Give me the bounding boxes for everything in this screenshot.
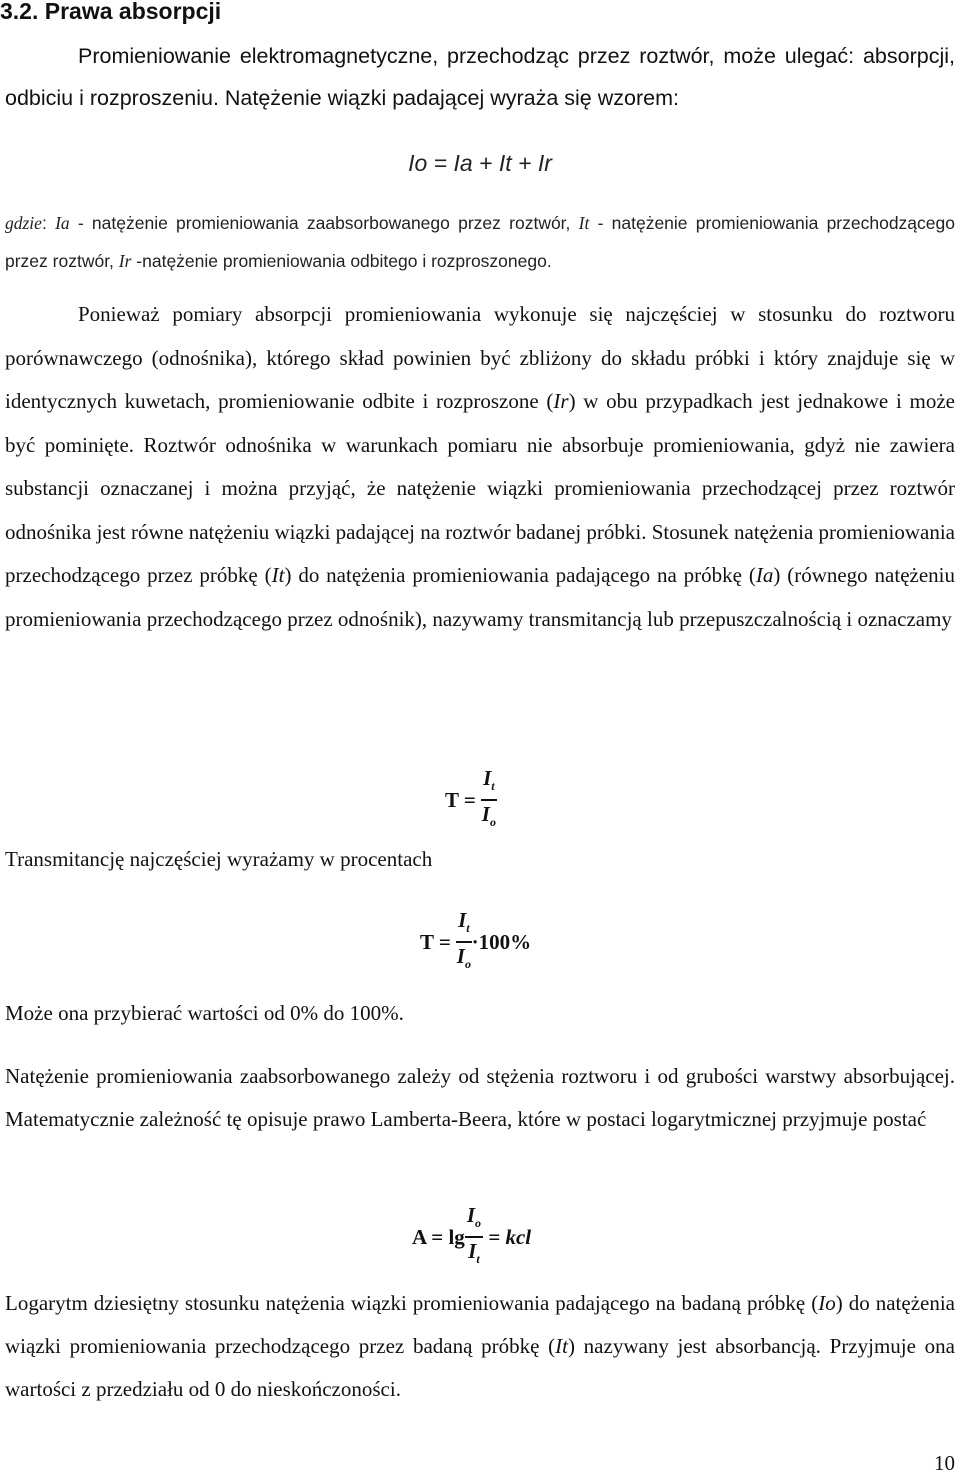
ir-symbol: Ir bbox=[118, 251, 132, 271]
formula-t-num-sub: t bbox=[491, 779, 495, 794]
formula-t-num: I bbox=[483, 766, 492, 790]
formula-t-den-sub: o bbox=[489, 815, 496, 830]
formula-tp-num: I bbox=[458, 908, 467, 932]
gdzie-label: gdzie bbox=[5, 213, 42, 233]
formula-t-fraction bbox=[481, 765, 497, 835]
para2-it-symbol: It bbox=[271, 563, 285, 587]
ia-symbol: Ia bbox=[55, 213, 70, 233]
formula-a-num-sub: o bbox=[475, 1216, 481, 1231]
gdzie-colon: : bbox=[41, 213, 56, 233]
lambert-beer-paragraph: Natężenie promieniowania zaabsorbowanego zależy od stężenia roztworu i od grubości warstwy absorbującej. Matematycznie zależność tę opisuje prawo Lamberta-Beera, które w postaci logarytmicznej przyjmuje postać bbox=[5, 1064, 955, 1131]
para4-text-2: ) do natężenia wiązki promieniowania przechodzącego przez badaną próbkę ( bbox=[5, 1291, 955, 1358]
definitions-paragraph bbox=[5, 204, 955, 280]
formula-t-lhs: T = bbox=[445, 787, 476, 812]
formula-a-den-sub: t bbox=[476, 1252, 480, 1267]
formula-tp-den: I bbox=[456, 944, 465, 969]
para2-ia-symbol: Ia bbox=[755, 563, 774, 587]
range-text: Może ona przybierać wartości od 0% do 100%. bbox=[5, 1001, 404, 1025]
absorbance-paragraph bbox=[5, 1282, 955, 1411]
formula-a-rhs: = kcl bbox=[488, 1224, 532, 1249]
para2-text-3: ) do natężenia promieniowania padającego na próbkę ( bbox=[284, 563, 756, 587]
transmittance-percent-text: Transmitancję najczęściej wyrażamy w procentach bbox=[5, 847, 433, 871]
para4-text-1: Logarytm dziesiętny stosunku natężenia wiązki promieniowania padającego na badaną próbkę ( bbox=[5, 1291, 819, 1315]
page-number: 10 bbox=[934, 1451, 955, 1475]
para4-text-3: ) nazywany jest absorbancją. Przyjmuje ona wartości z przedziału od 0 do nieskończoności. bbox=[5, 1334, 955, 1401]
formula-tp-fraction bbox=[456, 907, 472, 977]
absorbance-formula bbox=[412, 1202, 531, 1272]
formula-a-fraction bbox=[465, 1202, 483, 1272]
formula-t-den: I bbox=[481, 802, 490, 827]
intro-paragraph: Promieniowanie elektromagnetyczne, przechodząc przez roztwór, może ulegać: absorpcji, odbiciu i rozproszeniu. Natężenie wiązki padającej wyraża się wzorem: bbox=[5, 44, 955, 110]
transmittance-formula bbox=[445, 765, 497, 835]
para2-text-2: ) w obu przypadkach jest jednakowe i może być pominięte. Roztwór odnośnika w warunkach pomiaru nie absorbuje promieniowania, gdyż nie zawiera substancji oznaczanej i można przyjąć, że natężenie wiązki promieniowania przechodzącej przez roztwór odnośnika jest równe natężeniu wiązki padającej na roztwór badanej próbki. Stosunek natężenia promieniowania przechodzącego przez próbkę ( bbox=[5, 389, 956, 587]
ir-definition: -natężenie promieniowania odbitego i rozproszonego. bbox=[131, 251, 552, 271]
formula-tp-rhs: ·100% bbox=[471, 929, 532, 954]
it-symbol: It bbox=[578, 213, 590, 233]
formula-a-den: I bbox=[468, 1239, 477, 1264]
para2-ir-symbol: Ir bbox=[553, 389, 569, 413]
formula-tp-den-sub: o bbox=[464, 957, 471, 972]
it-definition: - natężenie promieniowania przechodzącego przez roztwór, bbox=[5, 213, 955, 271]
para4-io-symbol: Io bbox=[818, 1291, 836, 1315]
para2-text-1: Ponieważ pomiary absorpcji promieniowania wykonuje się najczęściej w stosunku do roztworu porównawczego (odnośnika), którego skład powinien być zbliżony do składu próbki i który znajduje się w identycznych kuwetach, promieniowanie odbite i rozproszone ( bbox=[5, 302, 955, 413]
formula-tp-num-sub: t bbox=[466, 921, 470, 936]
formula-a-num: I bbox=[466, 1203, 475, 1227]
formula-a-lhs: A = lg bbox=[412, 1224, 465, 1249]
section-heading: 3.2. Prawa absorpcji bbox=[0, 0, 222, 24]
transmittance-percent-formula bbox=[420, 907, 531, 977]
ia-definition: - natężenie promieniowania zaabsorbowanego przez roztwór, bbox=[69, 213, 579, 233]
para4-it-symbol: It bbox=[555, 1334, 568, 1358]
formula-tp-lhs: T = bbox=[420, 929, 451, 954]
intensity-equation: Io = Ia + It + Ir bbox=[408, 150, 552, 176]
transmittance-paragraph bbox=[5, 293, 955, 641]
para2-text-4: ) (równego natężeniu promieniowania przechodzącego przez odnośnik), nazywamy transmitancją lub przepuszczalnością i oznaczamy bbox=[5, 563, 956, 631]
